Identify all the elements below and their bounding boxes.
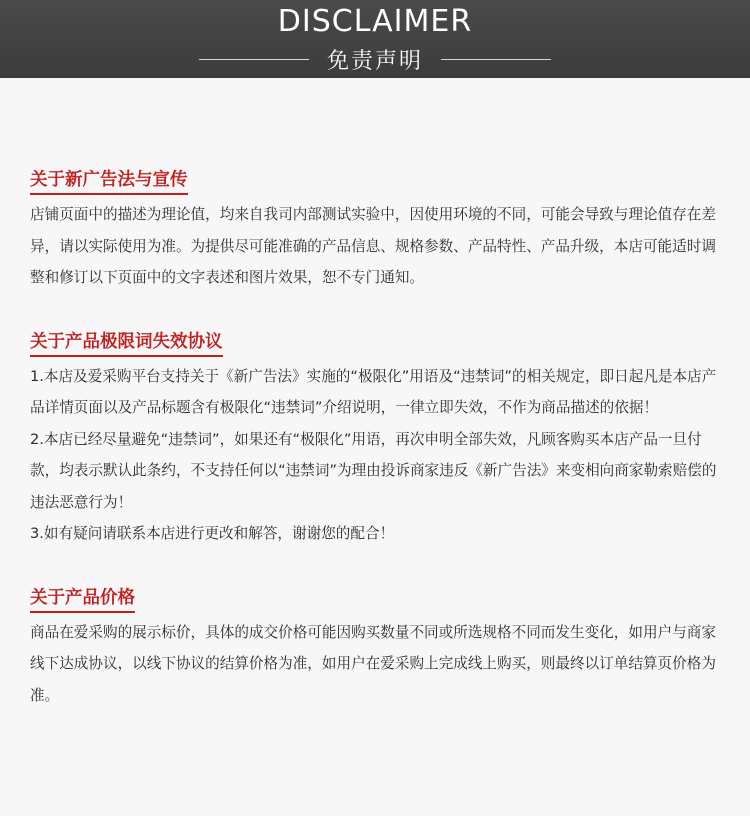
banner-subtitle: 免责声明: [326, 49, 423, 74]
banner-subtitle-row: [0, 44, 750, 75]
section-advertising-law: [30, 166, 724, 294]
disclaimer-content: [0, 78, 750, 711]
section-extreme-words: [30, 328, 724, 550]
section-paragraph: 商品在爱采购的展示标价，具体的成交价格可能因购买数量不同或所选规格不同而发生变化，如用户与商家线下达成协议，以线下协议的结算价格为准，如用户在爱采购上完成线上购买，则最终以订单结算页价格为准。: [30, 623, 716, 704]
section-heading: 关于产品极限词失效协议: [30, 328, 223, 357]
section-heading: 关于新广告法与宣传: [30, 166, 188, 195]
divider-right: [441, 59, 551, 60]
banner-title: DISCLAIMER: [277, 4, 473, 39]
disclaimer-banner: [0, 0, 750, 78]
section-paragraph: 1.本店及爱采购平台支持关于《新广告法》实施的“极限化”用语及“违禁词”的相关规定，即日起凡是本店产品详情页面以及产品标题含有极限化“违禁词”介绍说明，一律立即失效，不作为商品描述的依据！: [30, 367, 717, 416]
section-product-price: [30, 584, 724, 712]
section-paragraph: 店铺页面中的描述为理论值，均来自我司内部测试实验中，因使用环境的不同，可能会导致与理论值存在差异，请以实际使用为准。为提供尽可能准确的产品信息、规格参数、产品特性、产品升级，本店可能适时调整和修订以下页面中的文字表述和图片效果，恕不专门通知。: [30, 206, 716, 286]
section-heading: 关于产品价格: [30, 584, 135, 613]
section-paragraph: 2.本店已经尽量避免“违禁词”，如果还有“极限化”用语，再次申明全部失效，凡顾客购买本店产品一旦付款，均表示默认此条约，不支持任何以“违禁词”为理由投诉商家违反《新广告法》来变相向商家勒索赔偿的违法恶意行为！: [30, 430, 717, 511]
section-paragraph: 3.如有疑问请联系本店进行更改和解答，谢谢您的配合！: [30, 525, 395, 542]
divider-left: [199, 59, 309, 60]
